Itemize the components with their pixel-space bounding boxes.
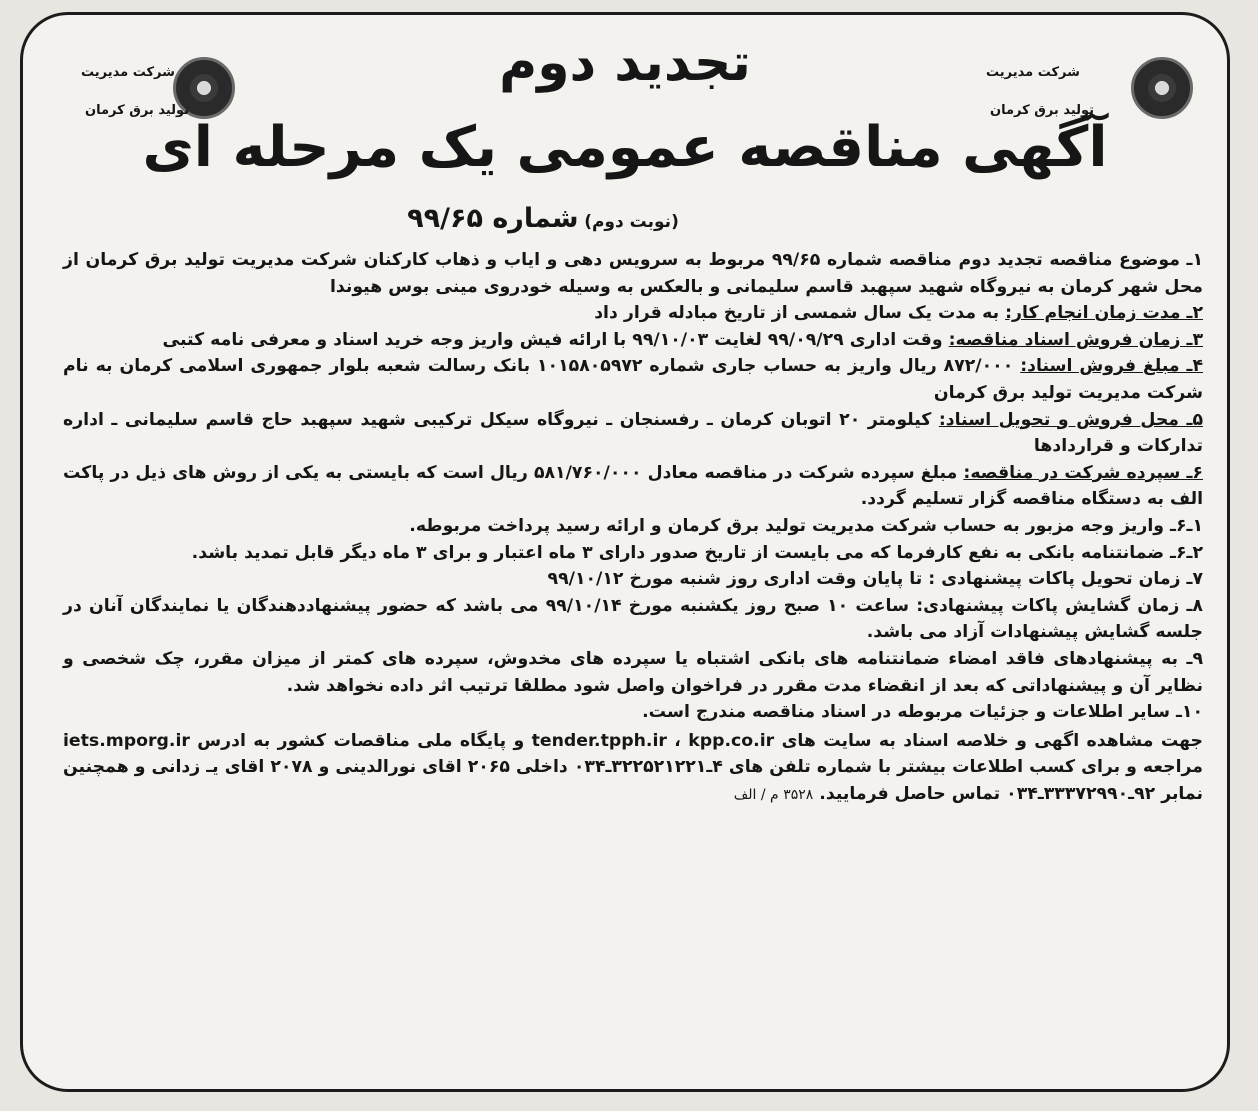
item-9 [63, 646, 1203, 699]
item-8 [63, 593, 1203, 646]
logo-company-line1: شرکت مدیریت [986, 65, 1080, 80]
logo-company-line1: شرکت مدیریت [81, 65, 175, 80]
logo-company-line2: تولید برق کرمان [990, 103, 1095, 118]
round-label: (نوبت دوم) [584, 212, 679, 232]
item-text: ۷ـ زمان تحویل پاکات پیشنهادی : تا پایان وقت اداری روز شنبه مورخ ۹۹/۱۰/۱۲ [547, 569, 1203, 590]
item-6-1 [63, 513, 1203, 540]
announcement-frame [20, 12, 1230, 1092]
item-label: ۵ـ محل فروش و تحویل اسناد: [938, 409, 1203, 430]
item-text: مبلغ سپرده شرکت در مناقصه معادل ۵۸۱/۷۶۰/۰۰۰ ریال است که بایستی به یکی از روش های ذیل در پاکت الف به دستگاه مناقصه گزار تسلیم گردد. [63, 462, 1203, 510]
item-text: ۸ـ زمان گشایش پاکات پیشنهادی: ساعت ۱۰ صبح روز یکشنبه مورخ ۹۹/۱۰/۱۴ می باشد که حضور پیشنهاددهندگان یا نمایندگان آنان در جلسه گشایش پیشنهادات آزاد می باشد. [63, 595, 1203, 643]
item-text: ۹ـ به پیشنهادهای فاقد امضاء ضمانتنامه های بانکی اشتباه یا سپرده های مخدوش، سپرده های کمتر از میزان مقرر، چک شخصی و نظایر آن و پیشنهاداتی که بعد از انقضاء مدت مقرر در فراخوان واصل شود مطلقا ترتیب اثر داده نخواهد شد. [63, 648, 1203, 696]
item-label: ۳ـ زمان فروش اسناد مناقصه: [948, 329, 1203, 350]
item-text: ۱۰ـ سایر اطلاعات و جزئیات مربوطه در اسناد مناقصه مندرج است. [642, 702, 1203, 723]
item-6 [63, 460, 1203, 513]
publication-code: ۳۵۲۸ م / الف [733, 786, 814, 803]
contact-text: جهت مشاهده اگهی و خلاصه اسناد به سایت های tender.tpph.ir ، kpp.co.ir و پایگاه ملی مناقصات کشور به ادرس iets.mporg.ir مراجعه و برای کسب اطلاعات بیشتر با شماره تلفن های ۴ـ۳۲۲۵۲۱۲۲۱ـ۰۳۴ داخلی ۲۰۶۵ اقای نورالدینی و ۲۰۷۸ اقای یـ زدانی و همچنین نمابر ۹۲ـ۳۳۳۷۲۹۹۰ـ۰۳۴ تماس حاصل فرمایید. [63, 730, 1203, 804]
item-10 [63, 699, 1203, 726]
tender-number: شماره ۹۹/۶۵ [407, 203, 579, 234]
item-text: ۸۷۲/۰۰۰ ریال واریز به حساب جاری شماره ۱۰۱۵۸۰۵۹۷۲ بانک رسالت شعبه بلوار جمهوری اسلامی کرمان به نام شرکت مدیریت تولید برق کرمان [63, 356, 1203, 403]
item-label: ۲ـ مدت زمان انجام کار: [1005, 303, 1203, 324]
announcement-body [63, 247, 1203, 808]
tender-number-line [323, 203, 763, 234]
item-text: ۱ـ۶ـ واریز وجه مزبور به حساب شرکت مدیریت تولید برق کرمان و ارائه رسید پرداخت مربوطه. [409, 515, 1203, 536]
item-2 [63, 300, 1203, 327]
item-label: ۶ـ سپرده شرکت در مناقصه: [963, 462, 1203, 483]
item-6-2 [63, 540, 1203, 567]
item-text: وقت اداری ۹۹/۰۹/۲۹ لغایت ۹۹/۱۰/۰۳ با ارائه فیش واریز وجه خرید اسناد و معرفی نامه کتبی [162, 329, 949, 350]
announcement-title: آگهی مناقصه عمومی یک مرحله ای [142, 115, 1108, 180]
item-text: به مدت یک سال شمسی از تاریخ مبادله قرار داد [594, 303, 1006, 324]
item-4 [63, 353, 1203, 406]
contact-paragraph [63, 728, 1203, 809]
item-label: ۴ـ مبلغ فروش اسناد: [1020, 356, 1203, 377]
item-3 [63, 327, 1203, 354]
item-text: ۱ـ موضوع مناقصه تجدید دوم مناقصه شماره ۹۹/۶۵ مربوط به سرویس دهی و ایاب و ذهاب کارکنان شرکت مدیریت تولید برق کرمان از محل شهر کرمان به نیروگاه شهید سپهبد قاسم سلیمانی و بالعکس به وسیله خودروی مینی بوس هیوندا [63, 250, 1203, 297]
item-text: کیلومتر ۲۰ اتوبان کرمان ـ رفسنجان ـ نیروگاه سیکل ترکیبی شهید سپهبد حاج قاسم سلیمانی ـ اداره تدارکات و قراردادها [63, 409, 1203, 457]
item-1 [63, 247, 1203, 300]
item-7 [63, 566, 1203, 593]
item-5 [63, 407, 1203, 460]
item-text: ۲ـ۶ـ ضمانتنامه بانکی به نفع کارفرما که می بایست از تاریخ صدور دارای ۳ ماه اعتبار و برای ۳ ماه دیگر قابل تمدید باشد. [191, 542, 1203, 563]
logo-company-line2: تولید برق کرمان [85, 103, 190, 118]
announcement-title-round: تجدید دوم [499, 33, 751, 93]
